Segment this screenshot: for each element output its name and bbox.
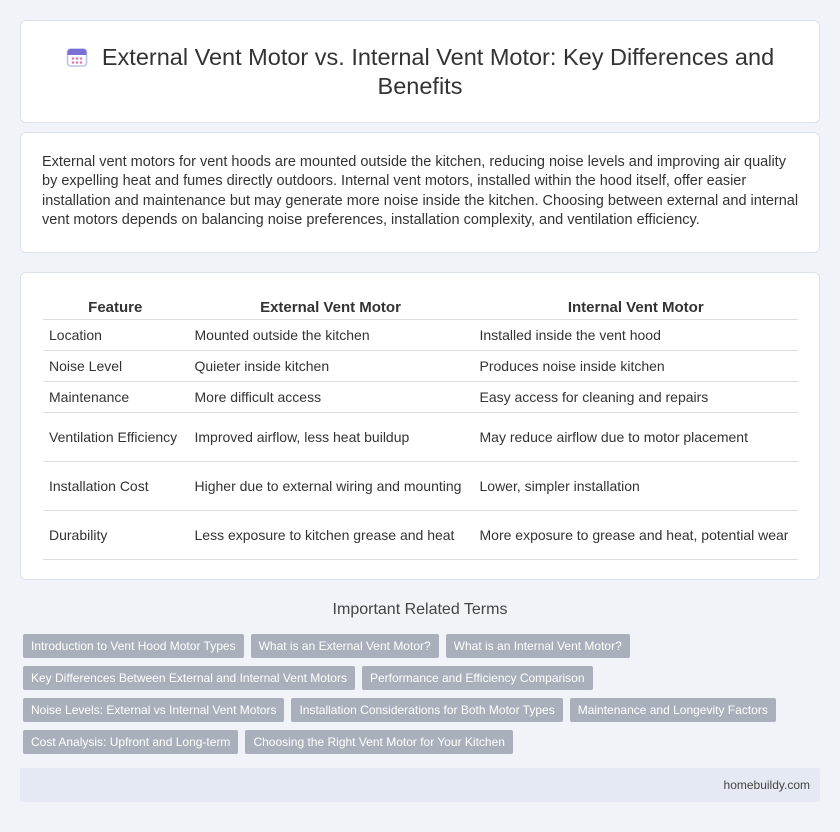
comparison-table — [43, 297, 798, 560]
related-term-tag[interactable]: Key Differences Between External and Internal Vent Motors — [23, 666, 355, 690]
comparison-card — [20, 272, 820, 580]
table-cell: Improved airflow, less heat buildup — [188, 413, 473, 462]
table-cell: Lower, simpler installation — [473, 462, 798, 511]
table-cell: Installation Cost — [43, 462, 188, 511]
title-card — [20, 20, 820, 123]
table-cell: Noise Level — [43, 351, 188, 382]
table-cell: Durability — [43, 511, 188, 560]
table-cell: More exposure to grease and heat, potential wear — [473, 511, 798, 560]
table-cell: Installed inside the vent hood — [473, 320, 798, 351]
table-row — [43, 413, 798, 462]
related-terms-title: Important Related Terms — [332, 601, 508, 618]
related-term-tag[interactable]: Maintenance and Longevity Factors — [570, 698, 776, 722]
related-terms-list — [23, 634, 823, 762]
page-title — [51, 43, 789, 101]
related-term-tag[interactable]: What is an External Vent Motor? — [251, 634, 439, 658]
tag-row — [23, 730, 823, 754]
related-term-tag[interactable]: Cost Analysis: Upfront and Long-term — [23, 730, 238, 754]
page-title-text: External Vent Motor vs. Internal Vent Motor: Key Differences and Benefits — [101, 44, 775, 99]
related-term-tag[interactable]: Installation Considerations for Both Motor Types — [291, 698, 562, 722]
related-term-tag[interactable]: Noise Levels: External vs Internal Vent Motors — [23, 698, 284, 722]
tag-row — [23, 634, 823, 658]
table-header-cell: External Vent Motor — [188, 297, 473, 320]
calendar-icon — [66, 46, 88, 68]
table-cell: Mounted outside the kitchen — [188, 320, 473, 351]
table-cell: Less exposure to kitchen grease and heat — [188, 511, 473, 560]
table-cell: Produces noise inside kitchen — [473, 351, 798, 382]
table-row — [43, 511, 798, 560]
related-term-tag[interactable]: Performance and Efficiency Comparison — [362, 666, 593, 690]
intro-paragraph: External vent motors for vent hoods are mounted outside the kitchen, reducing noise levels and improving air quality by expelling heat and fumes directly outdoors. Internal vent motors, installed within the hood itself, offer easier installation and maintenance but may generate more noise inside the kitchen. Choosing between external and internal vent motors depends on balancing noise preferences, installation complexity, and ventilation efficiency. — [42, 154, 799, 229]
table-cell: Higher due to external wiring and mounting — [188, 462, 473, 511]
tag-row — [23, 666, 823, 690]
table-cell: Quieter inside kitchen — [188, 351, 473, 382]
table-cell: May reduce airflow due to motor placement — [473, 413, 798, 462]
table-cell: More difficult access — [188, 382, 473, 413]
table-cell: Maintenance — [43, 382, 188, 413]
table-cell: Ventilation Efficiency — [43, 413, 188, 462]
footer-site-link[interactable]: homebuildy.com — [723, 778, 810, 792]
table-row — [43, 462, 798, 511]
table-row — [43, 351, 798, 382]
table-header-row — [43, 297, 798, 320]
table-row — [43, 382, 798, 413]
intro-card — [20, 132, 820, 253]
tag-row — [23, 698, 823, 722]
table-header-cell: Feature — [43, 297, 188, 320]
table-cell: Location — [43, 320, 188, 351]
related-term-tag[interactable]: What is an Internal Vent Motor? — [446, 634, 630, 658]
table-row — [43, 320, 798, 351]
table-header-cell: Internal Vent Motor — [473, 297, 798, 320]
related-term-tag[interactable]: Introduction to Vent Hood Motor Types — [23, 634, 244, 658]
related-term-tag[interactable]: Choosing the Right Vent Motor for Your Kitchen — [245, 730, 513, 754]
table-cell: Easy access for cleaning and repairs — [473, 382, 798, 413]
footer — [20, 768, 820, 802]
